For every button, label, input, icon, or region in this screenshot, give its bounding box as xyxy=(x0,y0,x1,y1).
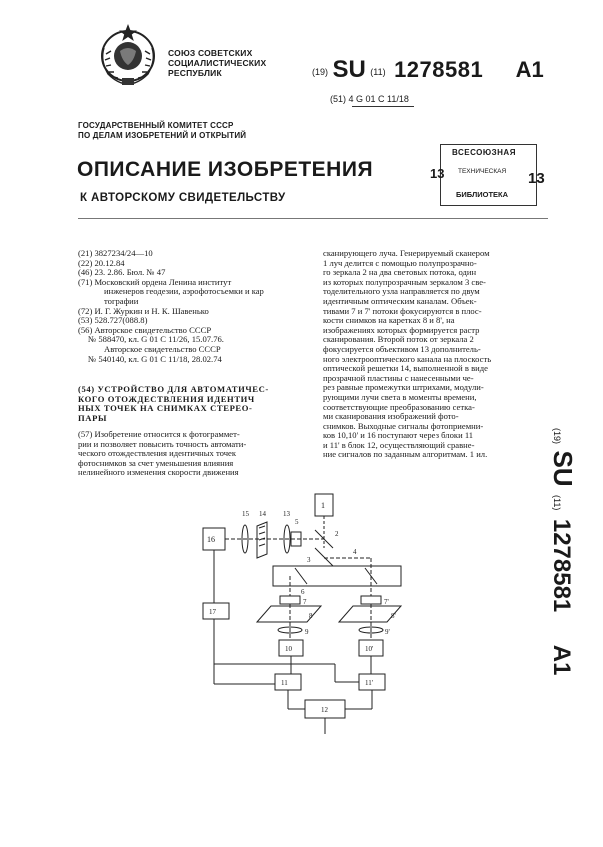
block-17-box xyxy=(203,603,229,619)
label-block12: 12 xyxy=(321,706,328,714)
biblio-line: инженеров геодезии, аэрофотосъемки и кар xyxy=(104,286,264,297)
lens-7 xyxy=(280,596,300,604)
stamp-number-right: 13 xyxy=(528,170,545,187)
side-label xyxy=(547,428,578,675)
biblio-line: (53) 528.727(088.8) xyxy=(78,315,148,326)
patent-number: 1278581 xyxy=(394,57,484,82)
lens-7p xyxy=(361,596,381,604)
label-block11p: 11' xyxy=(365,679,374,687)
biblio-line: (46) 23. 2.86. Бюл. № 47 xyxy=(78,267,166,278)
label-carriage8p: 8' xyxy=(391,612,396,620)
abstract-line: и 11' в блок 12, осуществляющий сравне- xyxy=(323,439,475,450)
kind-code: A1 xyxy=(515,57,544,82)
label-scanner: 1 xyxy=(321,501,325,510)
label-detector10p: 10' xyxy=(365,645,374,653)
title-line: (54) УСТРОЙСТВО ДЛЯ АВТОМАТИЧЕС- xyxy=(78,384,269,394)
biblio-line: Авторское свидетельство СССР xyxy=(104,343,221,354)
abstract-line: тоделительного узла направляется по двум xyxy=(323,286,480,297)
side-code-19: (19) xyxy=(552,428,562,445)
org-line: СОЮЗ СОВЕТСКИХ xyxy=(168,48,253,58)
label-l4: 4 xyxy=(353,548,357,556)
abstract-line: оптической решетки 14, выполненной в виде xyxy=(323,363,488,374)
stamp-line-2: ТЕХНИЧЕСКАЯ xyxy=(458,168,507,175)
label-grating14: 14 xyxy=(259,510,266,518)
ussr-emblem xyxy=(92,18,164,90)
label-carriage8: 8 xyxy=(309,612,313,620)
abstract-line: ков 10,10' и 16 поступают через блоки 11 xyxy=(323,430,474,441)
abstract-line: го зеркала 2 на два световых потока, один xyxy=(323,267,477,278)
label-block17: 17 xyxy=(209,608,216,616)
biblio-line: (71) Московский ордена Ленина институт xyxy=(78,276,232,287)
abstract-left xyxy=(78,430,328,478)
abstract-line: рующими лучи света в моменты времени, xyxy=(323,391,477,402)
ministry-line: ГОСУДАРСТВЕННЫЙ КОМИТЕТ СССР xyxy=(78,121,234,130)
abstract-line: сканирующего луча. Генерируемый сканером xyxy=(323,248,490,258)
abstract-line: (57) Изобретение относится к фотограммет- xyxy=(78,429,240,439)
biblio-line: (72) И. Г. Журкин и Н. К. Шавенько xyxy=(78,305,209,316)
abstract-line: рии и позволяет повысить точность автомати- xyxy=(78,438,247,449)
ipc-class: (51) 4 G 01 C 11/18 xyxy=(330,94,409,104)
abstract-line: ми сканирования изображений фото- xyxy=(323,411,459,422)
biblio-line: (22) 20.12.84 xyxy=(78,257,125,268)
label-mirror2: 2 xyxy=(335,530,339,538)
side-number: 1278581 xyxy=(548,518,575,613)
bibliographic-data xyxy=(78,249,264,364)
side-country: SU xyxy=(548,450,578,487)
code-11: (11) xyxy=(370,67,386,77)
org-line: РЕСПУБЛИК xyxy=(168,68,222,78)
ministry-line: ПО ДЕЛАМ ИЗОБРЕТЕНИЙ И ОТКРЫТИЙ xyxy=(78,130,247,140)
abstract-line: прозрачной пластины с нанесенными че- xyxy=(323,372,474,383)
label-lens13: 13 xyxy=(283,510,290,518)
abstract-line: нелинейного изменения скорости движения xyxy=(78,467,239,478)
abstract-line: сканирования. Второй поток от зеркала 2 xyxy=(323,334,474,345)
title-line: ПАРЫ xyxy=(78,412,107,423)
biblio-line: № 588470, кл. G 01 C 11/26, 15.07.76. xyxy=(88,334,224,345)
library-stamp xyxy=(430,140,545,210)
stamp-line-3: БИБЛИОТЕКА xyxy=(456,190,509,199)
label-l9: 9 xyxy=(305,628,309,636)
abstract-line: фотоснимков за счет уменьшения влияния xyxy=(78,457,234,468)
abstract-line: кости снимков на каретках 8 и 8', на xyxy=(323,315,455,326)
label-detector16: 16 xyxy=(207,535,215,544)
abstract-line: ние сигналов по заданным алгоритмам. 1 ил. xyxy=(323,449,488,460)
title-line: КОГО ОТОЖДЕСТВЛЕНИЯ ИДЕНТИЧ xyxy=(78,393,255,404)
abstract-line: рез равные промежутки штрихами, модули- xyxy=(323,382,484,393)
device-diagram xyxy=(195,488,435,738)
label-block11: 11 xyxy=(281,679,288,687)
stamp-number-left: 13 xyxy=(430,166,445,181)
abstract-line: соответствующие преобразованию сетка- xyxy=(323,401,475,412)
label-mirror3: 3 xyxy=(307,556,311,564)
label-lens7p: 7' xyxy=(384,598,389,606)
invention-title xyxy=(78,385,269,423)
abstract-line: снимков. Выходные сигналы фотоприемни- xyxy=(323,420,484,431)
country-code: SU xyxy=(332,56,366,83)
side-code-11: (11) xyxy=(552,495,562,511)
side-kind: A1 xyxy=(548,644,575,676)
side-patent-number xyxy=(548,428,579,688)
abstract-line: фокусируется объективом 13 дополнитель- xyxy=(323,343,481,354)
abstract-line: идентичным оптическим каналам. Объек- xyxy=(323,295,477,306)
label-detector10: 10 xyxy=(285,645,292,653)
mirror-3 xyxy=(315,548,333,566)
document-title: ОПИСАНИЕ ИЗОБРЕТЕНИЯ xyxy=(77,158,374,181)
document-subtitle: К АВТОРСКОМУ СВИДЕТЕЛЬСТВУ xyxy=(80,192,286,204)
block-11-box xyxy=(275,674,301,690)
label-l6: 6 xyxy=(301,588,305,596)
abstract-line: ческого отождествления идентичных точек xyxy=(78,448,237,459)
code-19: (19) xyxy=(312,67,329,77)
splitter-frame xyxy=(273,566,401,586)
patent-header xyxy=(312,56,544,84)
label-l9p: 9' xyxy=(385,628,390,636)
biblio-line: № 540140, кл. G 01 C 11/18, 28.02.74 xyxy=(88,353,222,364)
org-line: СОЦИАЛИСТИЧЕСКИХ xyxy=(168,58,267,68)
org-name xyxy=(168,48,266,78)
biblio-line: (56) Авторское свидетельство СССР xyxy=(78,324,212,335)
abstract-line: изображениях которых формируется растр xyxy=(323,324,480,335)
ministry xyxy=(78,121,246,140)
label-l5: 5 xyxy=(295,518,299,526)
biblio-line: (21) 3827234/24—10 xyxy=(78,248,153,258)
abstract-line: 1 луч делится с помощью полупрозрачно- xyxy=(323,257,477,268)
biblio-line: тографии xyxy=(104,295,139,306)
abstract-line: тивами 7 и 7' потоки фокусируются в плос- xyxy=(323,305,482,316)
title-line: НЫХ ТОЧЕК НА СНИМКАХ СТЕРЕО- xyxy=(78,403,253,414)
abstract-right xyxy=(323,249,548,460)
ipc-underline xyxy=(352,106,414,107)
abstract-line: ного электрооптического канала на плоскость xyxy=(323,353,492,364)
abstract-line: из которых полупрозрачным зеркалом 3 све- xyxy=(323,276,486,287)
label-lens7: 7 xyxy=(303,598,307,606)
header-separator xyxy=(78,218,548,219)
label-l15: 15 xyxy=(242,510,249,518)
stamp-line-1: ВСЕСОЮЗНАЯ xyxy=(452,148,516,157)
